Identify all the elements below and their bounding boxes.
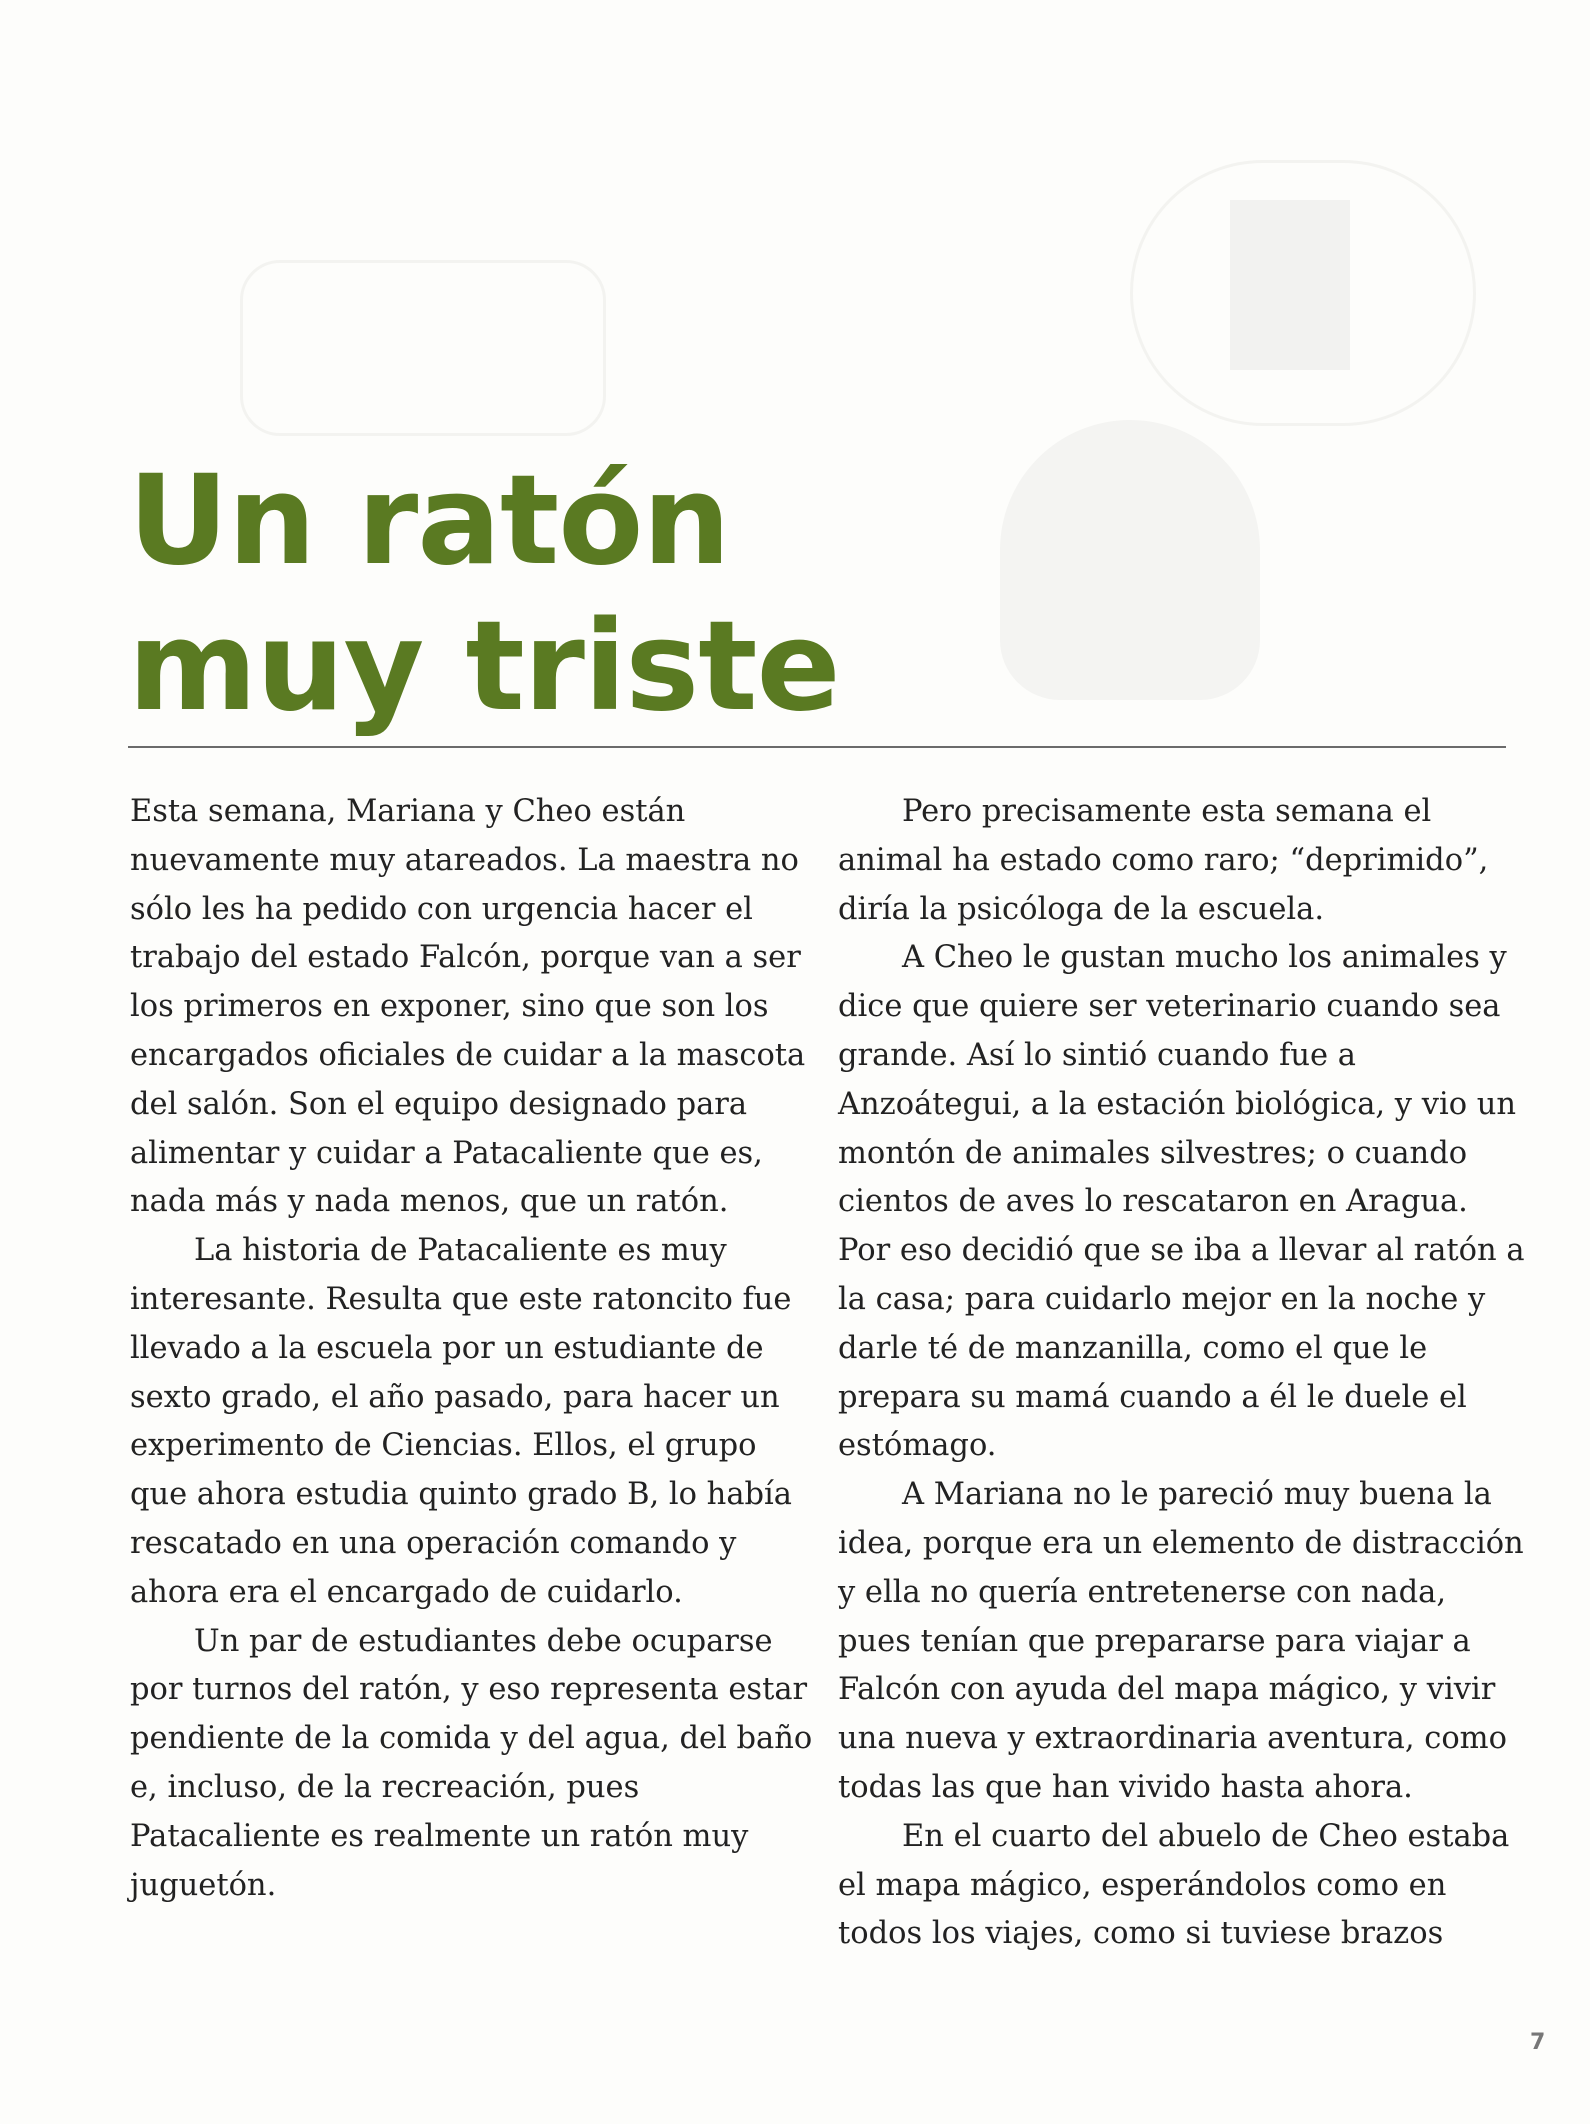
chapter-title	[128, 448, 840, 740]
paragraph: A Cheo le gustan mucho los animales y dice que quiere ser veterinario cuando sea grande. Así lo sintió cuando fue a Anzoátegui, a la estación biológica, y vio un montón de animales silvestres; o cuando cientos de aves lo rescataron en Aragua. Por eso decidió que se iba a llevar al ratón a la casa; para cuidarlo mejor en la noche y darle té de manzanilla, como el que le prepara su mamá cuando a él le duele el estómago.	[838, 940, 1525, 1464]
faded-character-silhouette	[1000, 420, 1260, 700]
title-divider	[128, 746, 1506, 748]
page-number: 7	[1530, 2030, 1546, 2055]
faded-speech-bubble-left	[240, 260, 606, 436]
paragraph: A Mariana no le pareció muy buena la idea, porque era un elemento de distracción y ella no quería entretenerse con nada, pues tenían que prepararse para viajar a Falcón con ayuda del mapa mágico, y vivir una nueva y extraordinaria aventura, como todas las que han vivido hasta ahora.	[838, 1477, 1524, 1805]
paragraph: Esta semana, Mariana y Cheo están nuevamente muy atareados. La maestra no sólo les ha pedido con urgencia hacer el trabajo del estado Falcón, porque van a ser los primeros en exponer, sino que son los encargados oficiales de cuidar a la mascota del salón. Son el equipo designado para alimentar y cuidar a Patacaliente que es, nada más y nada menos, que un ratón.	[130, 794, 806, 1220]
paragraph: Pero precisamente esta semana el animal ha estado como raro; “deprimido”, diría la psicóloga de la escuela.	[838, 794, 1489, 927]
right-text-column	[838, 788, 1528, 1959]
paragraph: En el cuarto del abuelo de Cheo estaba el mapa mágico, esperándolos como en todos los viajes, como si tuviese brazos	[838, 1818, 1510, 1952]
paragraph: La historia de Patacaliente es muy interesante. Resulta que este ratoncito fue llevado a la escuela por un estudiante de sexto grado, el año pasado, para hacer un experimento de Ciencias. Ellos, el grupo que ahora estudia quinto grado B, lo había rescatado en una operación comando y ahora era el encargado de cuidarlo.	[130, 1233, 792, 1610]
left-text-column	[130, 788, 820, 1910]
paragraph: Un par de estudiantes debe ocuparse por turnos del ratón, y eso representa estar pendiente de la comida y del agua, del baño e, incluso, de la recreación, pues Patacaliente es realmente un ratón muy juguetón.	[130, 1623, 813, 1903]
faded-illustration-block	[1230, 200, 1350, 370]
chapter-title-line-1: Un ratón	[128, 449, 730, 593]
chapter-title-line-2: muy triste	[128, 595, 840, 739]
